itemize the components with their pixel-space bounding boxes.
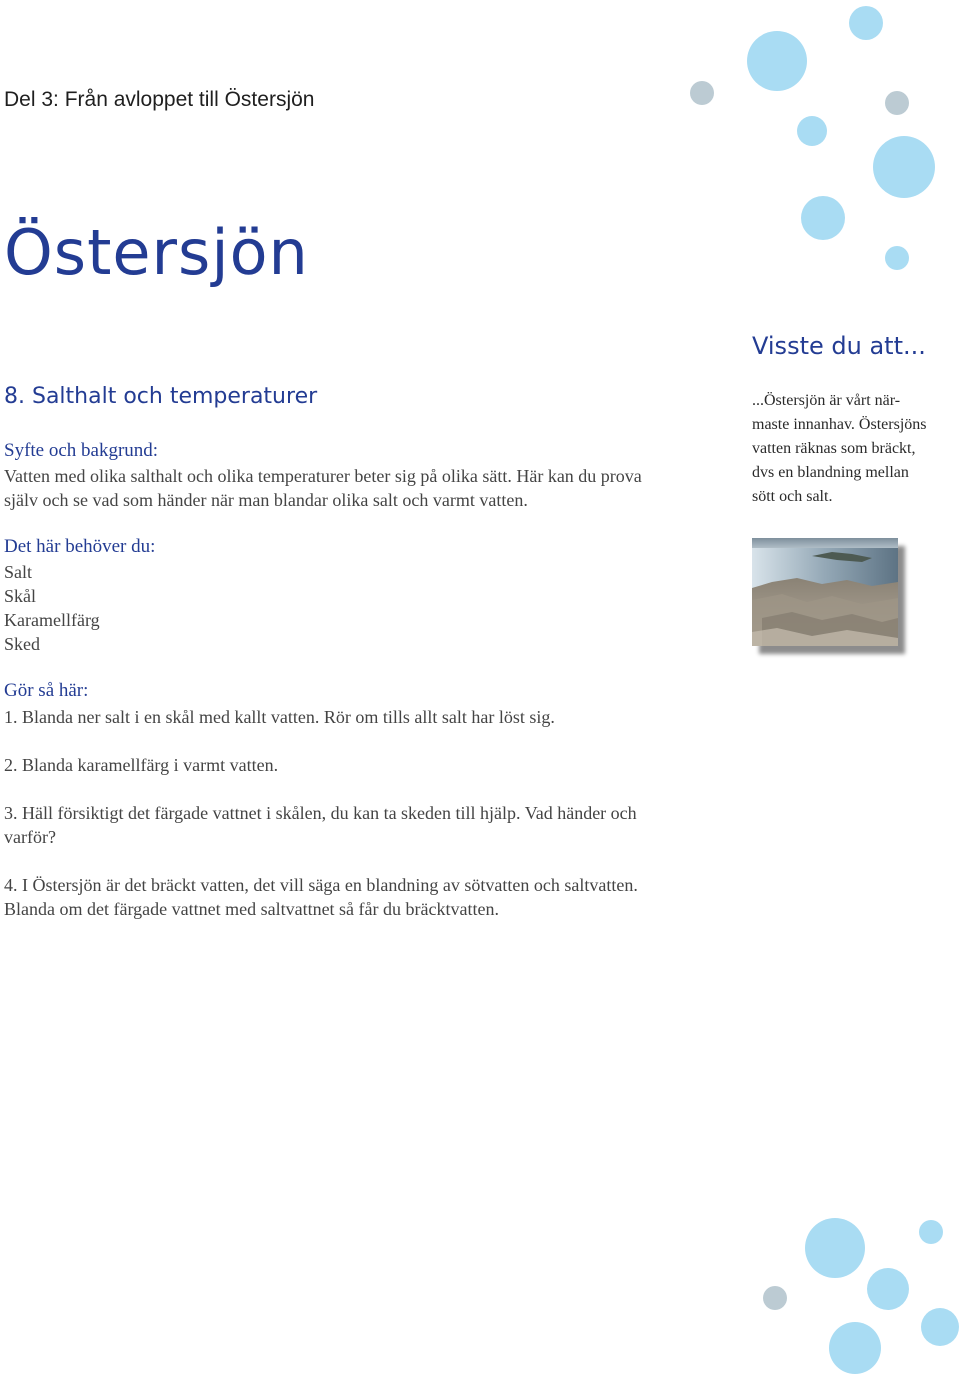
bubble-decoration [921, 1308, 959, 1346]
purpose-line: själv och se vad som händer när man blandar olika salt och varmt vatten. [4, 490, 528, 510]
photo-graphic [752, 538, 898, 646]
bubble-decoration [873, 136, 935, 198]
fact-line: vatten räknas som bräckt, [752, 440, 916, 457]
material-item: Sked [4, 634, 40, 654]
bubble-decoration [747, 31, 807, 91]
step-4 [4, 873, 638, 921]
fact-line: maste innanhav. Östersjöns [752, 416, 927, 433]
bubble-decoration [805, 1218, 865, 1278]
materials-heading: Det här behöver du: [4, 536, 156, 557]
bubble-decoration [763, 1286, 787, 1310]
coastal-rocks-photo [752, 538, 898, 646]
steps-heading: Gör så här: [4, 680, 89, 701]
material-item: Karamellfärg [4, 610, 100, 630]
step-line: varför? [4, 827, 56, 847]
purpose-line: Vatten med olika salthalt och olika temperaturer beter sig på olika sätt. Här kan du prova [4, 466, 642, 486]
bubble-decoration [885, 91, 909, 115]
bubble-decoration [885, 246, 909, 270]
page-title: Östersjön [4, 216, 309, 289]
step-line: Blanda om det färgade vattnet med saltvattnet så får du bräcktvatten. [4, 899, 499, 919]
section-header: Del 3: Från avloppet till Östersjön [4, 88, 315, 111]
step-3 [4, 801, 637, 849]
step-line: 4. I Östersjön är det bräckt vatten, det vill säga en blandning av sötvatten och saltvatten. [4, 875, 638, 895]
purpose-heading: Syfte och bakgrund: [4, 440, 159, 461]
fact-line: ...Östersjön är vårt när- [752, 392, 901, 409]
bubble-decoration [829, 1322, 881, 1374]
material-item: Salt [4, 562, 33, 582]
exercise-title: 8. Salthalt och temperaturer [4, 384, 318, 409]
bubble-decoration [919, 1220, 943, 1244]
fact-box-title: Visste du att... [752, 332, 926, 360]
step-line: 1. Blanda ner salt i en skål med kallt vatten. Rör om tills allt salt har löst sig. [4, 707, 555, 727]
step-line: 3. Häll försiktigt det färgade vattnet i skålen, du kan ta skeden till hjälp. Vad händer och [4, 803, 637, 823]
materials-list [4, 560, 100, 656]
fact-box-text [752, 389, 958, 509]
bubble-decoration [690, 81, 714, 105]
purpose-text [4, 464, 642, 512]
bubble-decoration [849, 6, 883, 40]
step-2 [4, 753, 278, 777]
bubble-decoration [797, 116, 827, 146]
bubble-decoration [801, 196, 845, 240]
step-1 [4, 705, 555, 729]
fact-line: dvs en blandning mellan [752, 464, 909, 481]
fact-line: sött och salt. [752, 488, 833, 505]
bubble-decoration [867, 1268, 909, 1310]
step-line: 2. Blanda karamellfärg i varmt vatten. [4, 755, 279, 775]
material-item: Skål [4, 586, 37, 606]
